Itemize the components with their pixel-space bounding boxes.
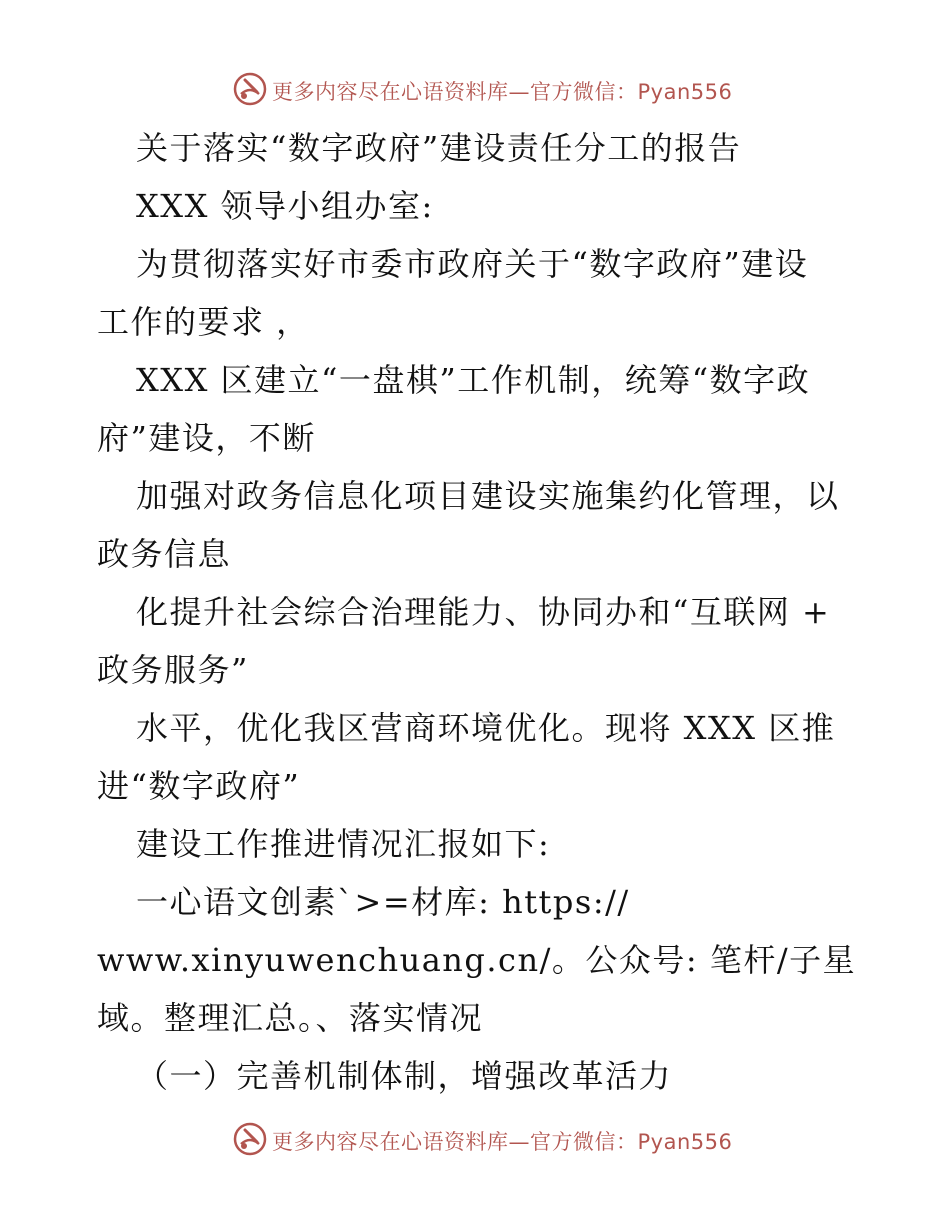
body-line: XXX 区建立“一盘棋”工作机制，统筹“数字政 bbox=[136, 361, 811, 399]
header-watermark bbox=[0, 70, 950, 110]
footer-watermark bbox=[0, 1120, 950, 1160]
body-line: 为贯彻落实好市委市政府关于“数字政府”建设 bbox=[136, 245, 809, 283]
body-line: www.xinyuwenchuang.cn/。公众号: 笔杆/子星 bbox=[97, 941, 857, 979]
body-line: 工作的要求 ， bbox=[97, 303, 310, 341]
document-title: 关于落实“数字政府”建设责任分工的报告 bbox=[136, 129, 742, 167]
book-pen-logo-icon bbox=[233, 1122, 267, 1156]
body-line: 加强对政务信息化项目建设实施集约化管理，以 bbox=[136, 477, 840, 515]
watermark-text: 更多内容尽在心语资料库—官方微信：Pyan556 bbox=[272, 80, 733, 104]
book-pen-logo-icon bbox=[233, 72, 267, 106]
body-line: 建设工作推进情况汇报如下: bbox=[136, 825, 551, 863]
body-line: 政务服务” bbox=[97, 651, 249, 689]
body-line: 府”建设，不断 bbox=[97, 419, 316, 457]
watermark-text: 更多内容尽在心语资料库—官方微信：Pyan556 bbox=[272, 1130, 733, 1154]
section-heading: （一）完善机制体制，增强改革活力 bbox=[136, 1057, 673, 1095]
body-line: 进“数字政府” bbox=[97, 767, 301, 805]
body-line: 域。整理汇总。、落实情况 bbox=[97, 999, 484, 1037]
body-line: 化提升社会综合治理能力、协同办和“互联网 + bbox=[136, 593, 831, 631]
body-line: 一心语文创素`>=材库: https:// bbox=[136, 883, 630, 921]
body-line: XXX 领导小组办室: bbox=[136, 187, 434, 225]
body-line: 政务信息 bbox=[97, 535, 232, 573]
body-line: 水平，优化我区营商环境优化。现将 XXX 区推 bbox=[136, 709, 836, 747]
